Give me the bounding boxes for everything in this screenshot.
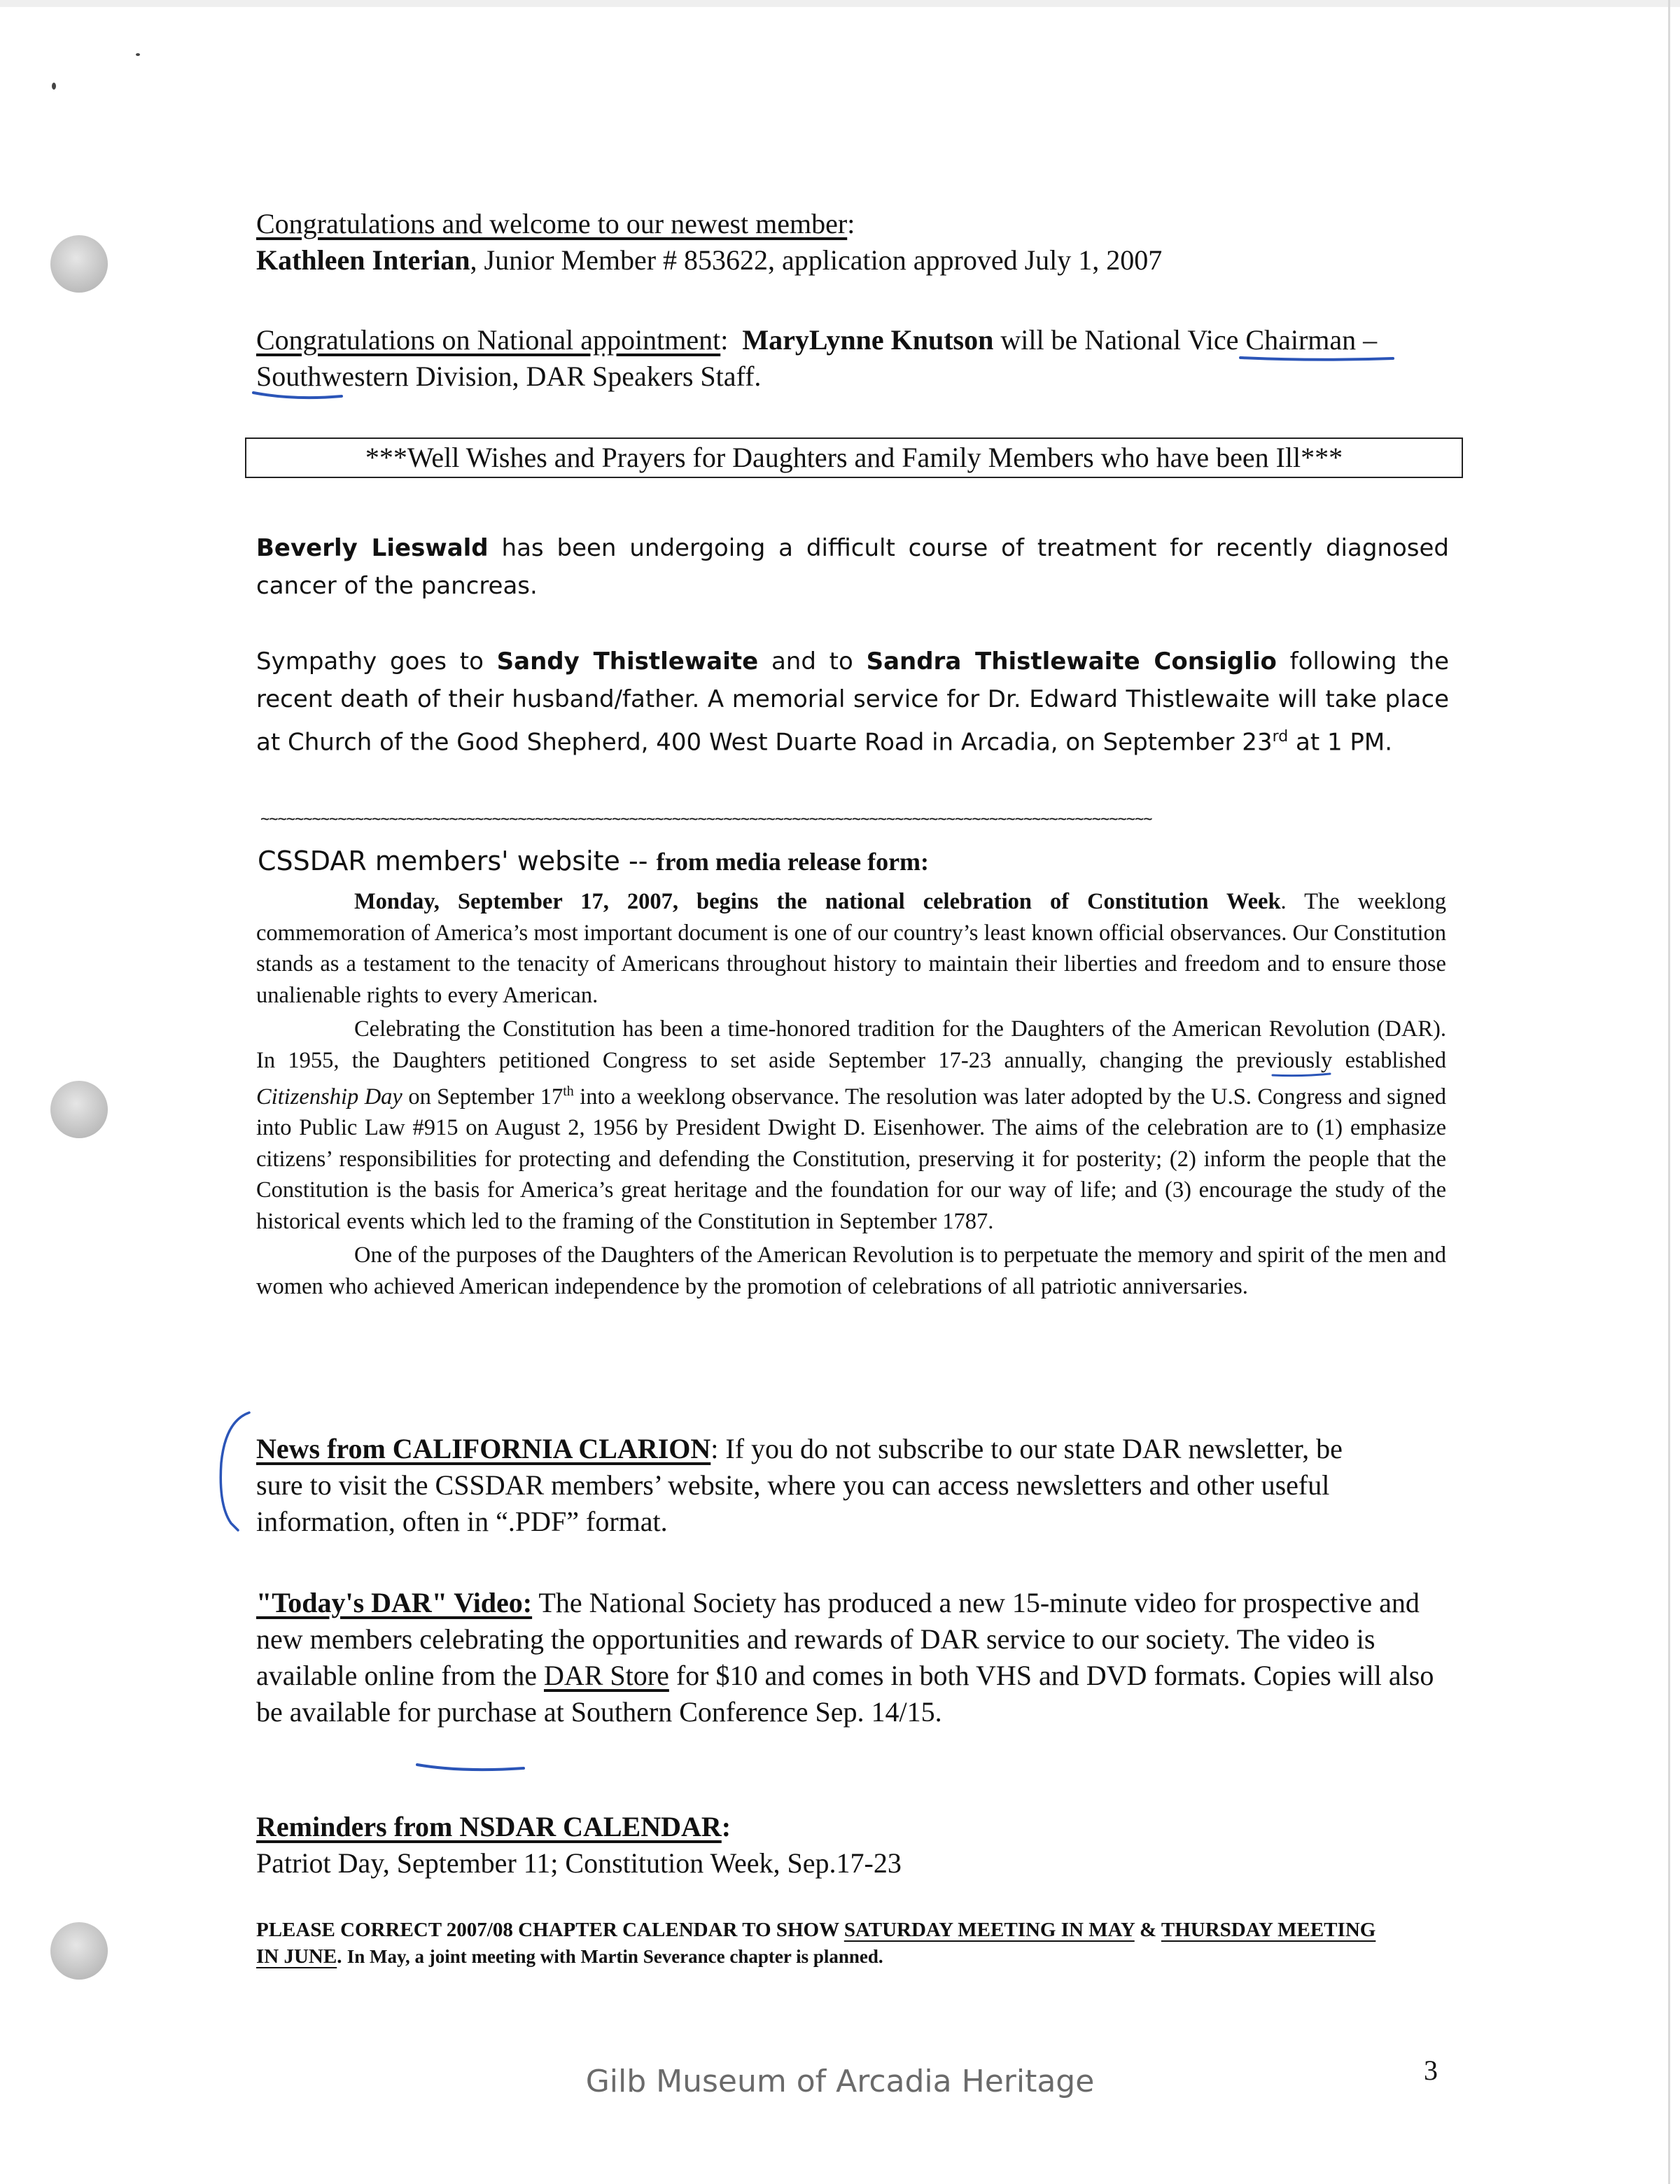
tilde-separator: ~~~~~~~~~~~~~~~~~~~~~~~~~~~~~~~~~~~~~~~~~~~~~~~~~~~~~~~~~~~~~~~~~~~~~~~~~~~~~~~~~~~~~~~~~~~~~~~~~~~~~~~~: [260, 811, 1152, 828]
ink-underline-17-23: [1273, 1074, 1330, 1076]
cssdar-p2-sup: th: [563, 1084, 574, 1099]
cssdar-citizenship-day: Citizenship Day: [256, 1084, 402, 1110]
correction-d: In May, a joint meeting with Martin Severance chapter is planned.: [346, 1946, 883, 1967]
video-heading: "Today's DAR" Video:: [256, 1587, 533, 1618]
appointment-heading: Congratulations on National appointment: [256, 324, 721, 356]
wishes-p2-a: Sympathy goes to: [256, 648, 497, 676]
correction-a: PLEASE CORRECT 2007/08 CHAPTER CALENDAR TO SHOW: [256, 1919, 844, 1941]
wishes-p2-d: at 1 PM.: [1288, 728, 1393, 757]
wishes-name-sandra: Sandra Thistlewaite Consiglio: [866, 648, 1277, 676]
cssdar-paragraph-3: One of the purposes of the Daughters of the American Revolution is to perpetuate the memory and spirit of the men and women who achieved American independence by the promotion of celebrations of all patriotic anniversaries.: [256, 1242, 1446, 1299]
correction-thursday: THURSDAY MEETING IN JUNE: [256, 1919, 1376, 1968]
correction-b: &: [1134, 1919, 1161, 1941]
reminders-text: Patriot Day, September 11; Constitution Week, Sep.17-23: [256, 1847, 902, 1879]
ink-underline-national-vice: [1240, 358, 1393, 360]
cssdar-p2-c: into a weeklong observance. The resolution was later adopted by the U.S. Congress and signed into Public Law #915 on August 2, 1956 by President Dwight D. Eisenhower. The aims of the celebration are to (1) emphasize citizens’ responsibilities for protecting and defending the Constitution, preserving it for posterity; (2) inform the people that the Constitution is the basis for America’s great heritage and the foundation for our way of life; and (3) encourage the study of the historical events which led to the framing of the Constitution in September 1787.: [256, 1084, 1446, 1234]
correction-saturday: SATURDAY MEETING IN MAY: [844, 1919, 1135, 1941]
cssdar-p2-a: Celebrating the Constitution has been a time-honored tradition for the Daughters of the American Revolution (DAR). In 1955, the Daughters petitioned Congress to set aside September 17-23 annually, changing the previously established: [256, 1016, 1446, 1073]
cssdar-subtitle: from media release form:: [656, 848, 930, 876]
dar-store-link: DAR Store: [543, 1660, 669, 1691]
page-number: 3: [1424, 2054, 1438, 2086]
welcome-heading-colon: :: [847, 208, 855, 239]
wishes-p2-b: and to: [758, 648, 867, 676]
wishes-p2-sup: rd: [1272, 728, 1289, 746]
wishes-p1-text: has been undergoing a difficult course of treatment for recently diagnosed cancer of the pancreas.: [256, 534, 1449, 600]
clarion-colon: :: [710, 1433, 719, 1464]
welcome-member-name: Kathleen Interian: [256, 244, 470, 276]
wishes-name-beverly: Beverly Lieswald: [256, 534, 489, 562]
wishes-p2-c: following the recent death of their husband/father. A memorial service for Dr. Edward Thistlewaite will take place at Church of the Good Shepherd, 400 West Duarte Road in Arcadia, on September 23: [256, 648, 1450, 757]
ink-underline-sep-14-15: [417, 1765, 524, 1770]
welcome-heading: Congratulations and welcome to our newest member: [256, 208, 848, 239]
clarion-text: If you do not subscribe to our state DAR newsletter, be sure to visit the CSSDAR members’ website, where you can access newsletters and other useful information, often in “.PDF” format.: [256, 1433, 1343, 1537]
cssdar-title: CSSDAR members' website: [258, 846, 620, 876]
wishes-name-sandy: Sandy Thistlewaite: [496, 648, 759, 676]
video-text-a: The National Society has produced a new 15-minute video for prospective and new members celebrating the opportunities and rewards of DAR service to our society. The video is available online from the: [256, 1587, 1420, 1691]
video-text-b: for $10 and comes in both VHS and DVD formats. Copies will also be available for purchase at Southern Conference Sep. 14/15.: [256, 1660, 1434, 1728]
appointment-detail: will be National Vice Chairman – Southwestern Division, DAR Speakers Staff.: [256, 324, 1378, 392]
welcome-detail: , Junior Member # 853622, application approved July 1, 2007: [470, 244, 1163, 276]
ink-bracket-clarion: [220, 1413, 249, 1530]
correction-c: .: [337, 1945, 347, 1968]
appointment-heading-colon: :: [720, 324, 729, 356]
museum-watermark: Gilb Museum of Arcadia Heritage: [585, 2064, 1095, 2099]
ink-underline-chairman: [253, 393, 342, 398]
appointment-name: MaryLynne Knutson: [742, 324, 994, 356]
reminders-colon: :: [721, 1811, 732, 1842]
clarion-heading: News from CALIFORNIA CLARION: [256, 1433, 711, 1464]
cssdar-dash: --: [620, 846, 657, 876]
cssdar-p1-rest: . The weeklong commemoration of America’s most important document is one of our country’s least known official observances. Our Constitution stands as a testament to the tenacity of Americans throughout history to maintain their liberties and freedom and to ensure those unalienable rights to every American.: [256, 889, 1447, 1008]
cssdar-p2-b: on September 17: [402, 1084, 564, 1110]
banner-text: ***Well Wishes and Prayers for Daughters and Family Members who have been Ill***: [365, 442, 1343, 473]
cssdar-p1-bold: Monday, September 17, 2007, begins the national celebration of Constitution Week: [354, 889, 1281, 914]
reminders-heading: Reminders from NSDAR CALENDAR: [256, 1811, 722, 1842]
